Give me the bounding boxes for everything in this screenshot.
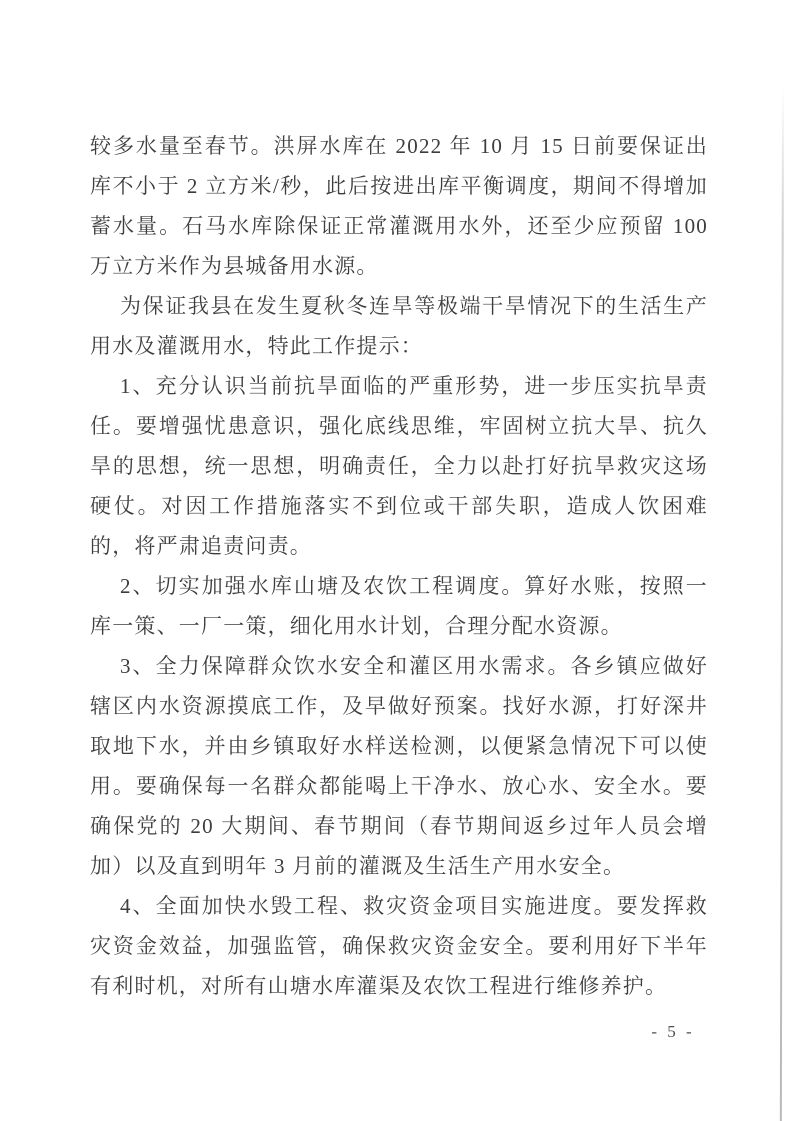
paragraph-continuation: 较多水量至春节。洪屏水库在 2022 年 10 月 15 日前要保证出库不小于 2 立方米/秒，此后按进出库平衡调度，期间不得增加蓄水量。石马水库除保证正常灌溉用水外，还至少应预留 100 万立方米作为县城备用水源。 bbox=[90, 134, 708, 278]
paragraph-item-2: 2、切实加强水库山塘及农饮工程调度。算好水账，按照一库一策、一厂一策，细化用水计划，合理分配水资源。 bbox=[90, 574, 708, 638]
document-body-text bbox=[90, 126, 708, 1006]
paragraph-item-1: 1、充分认识当前抗旱面临的严重形势，进一步压实抗旱责任。要增强忧患意识，强化底线思维，牢固树立抗大旱、抗久旱的思想，统一思想，明确责任，全力以赴打好抗旱救灾这场硬仗。对因工作措施落实不到位或干部失职，造成人饮困难的，将严肃追责问责。 bbox=[90, 374, 708, 558]
paragraph-item-4: 4、全面加快水毁工程、救灾资金项目实施进度。要发挥救灾资金效益，加强监管，确保救灾资金安全。要利用好下半年有利时机，对所有山塘水库灌渠及农饮工程进行维修养护。 bbox=[90, 894, 708, 998]
page-number: - 5 - bbox=[651, 1022, 695, 1041]
scan-edge-artifact bbox=[780, 88, 784, 1121]
paragraph-item-3: 3、全力保障群众饮水安全和灌区用水需求。各乡镇应做好辖区内水资源摸底工作，及早做好预案。找好水源，打好深井取地下水，并由乡镇取好水样送检测，以便紧急情况下可以使用。要确保每一名群众都能喝上干净水、放心水、安全水。要确保党的 20 大期间、春节期间（春节期间返乡过年人员会增加）以及直到明年 3 月前的灌溉及生活生产用水安全。 bbox=[90, 654, 708, 878]
paragraph-intro: 为保证我县在发生夏秋冬连旱等极端干旱情况下的生活生产用水及灌溉用水，特此工作提示： bbox=[90, 294, 708, 358]
